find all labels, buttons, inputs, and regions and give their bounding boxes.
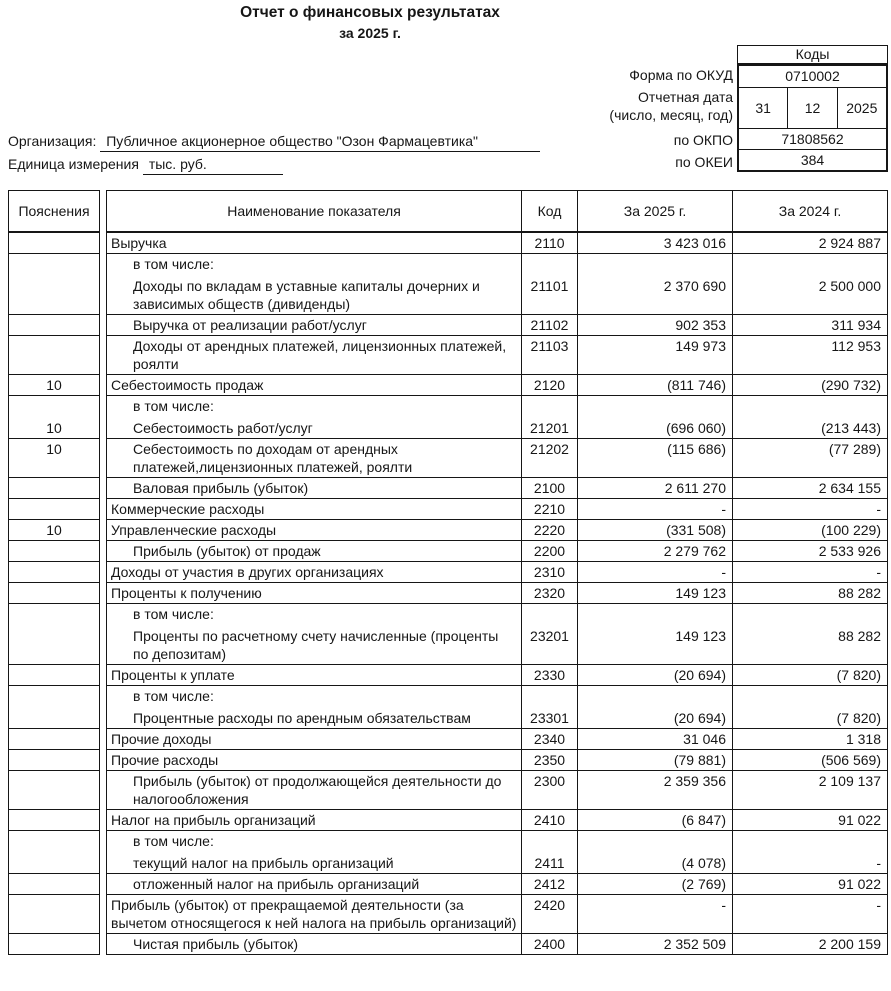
explanations-cell [8, 253, 100, 315]
table-row [8, 873, 888, 895]
explanations-cell [8, 314, 100, 336]
value-2024-cell: 2 500 000 [733, 253, 888, 315]
value-2024-cell: 2 200 159 [733, 933, 888, 955]
indicator-name-cell [106, 933, 522, 955]
indicator-name-cell [106, 498, 522, 520]
explanations-cell [8, 873, 100, 895]
value-2024-cell: - [733, 894, 888, 934]
value-2024-cell: 311 934 [733, 314, 888, 336]
value-2024-cell: - [733, 561, 888, 583]
okpo-label: по ОКПО [673, 132, 733, 148]
explanations-cell [8, 749, 100, 771]
indicator-name: Прочие расходы [111, 752, 219, 768]
explanations-cell [8, 232, 100, 254]
indicator-name: Себестоимость работ/услуг [133, 420, 313, 436]
code-cell: 21103 [522, 335, 578, 375]
value-2024-cell: 2 634 155 [733, 477, 888, 499]
code-cell: 23301 [522, 685, 578, 729]
indicator-name-cell [106, 770, 522, 810]
indicator-name: Себестоимость по доходам от арендных платежей,лицензионных платежей, роялти [133, 441, 413, 475]
table-row [8, 830, 888, 874]
table-header-row [8, 190, 888, 233]
indicator-name: Управленческие расходы [111, 522, 277, 538]
indicator-name: Прочие доходы [111, 731, 212, 747]
table-row [8, 809, 888, 831]
value-2025-cell: - [578, 894, 733, 934]
indicator-name-cell [106, 477, 522, 499]
value-2025-cell: (811 746) [578, 374, 733, 396]
unit-value: тыс. руб. [143, 155, 283, 175]
code-cell: 2310 [522, 561, 578, 583]
header-year-2025: За 2025 г. [578, 190, 733, 233]
indicator-name-cell [106, 749, 522, 771]
table-row [8, 540, 888, 562]
codes-box [737, 45, 888, 172]
value-2025-cell: 149 973 [578, 335, 733, 375]
value-2024-cell: 1 318 [733, 728, 888, 750]
explanations-cell [8, 830, 100, 874]
indicator-name: Коммерческие расходы [111, 501, 265, 517]
okei-label: по ОКЕИ [675, 154, 733, 170]
value-2025-cell: 3 423 016 [578, 232, 733, 254]
code-cell: 2420 [522, 894, 578, 934]
indicator-name: Проценты по расчетному счету начисленные (проценты по депозитам) [133, 628, 499, 662]
subgroup-label: в том числе: [133, 606, 214, 622]
code-cell: 2410 [522, 809, 578, 831]
indicator-name: Доходы от арендных платежей, лицензионных платежей, роялти [133, 338, 507, 372]
report-title: Отчет о финансовых результатах [240, 4, 500, 21]
indicator-name-cell [106, 232, 522, 254]
value-2024-cell: 91 022 [733, 873, 888, 895]
indicator-name: Чистая прибыль (убыток) [133, 936, 299, 952]
table-row [8, 933, 888, 955]
indicator-name-cell [106, 873, 522, 895]
explanations-cell: 10 [8, 374, 100, 396]
explanations-cell: 10 [8, 438, 100, 478]
financial-results-table [8, 190, 888, 955]
code-cell: 2350 [522, 749, 578, 771]
subgroup-label: в том числе: [133, 256, 214, 272]
indicator-name-cell [106, 335, 522, 375]
explanations-cell [8, 664, 100, 686]
table-row [8, 664, 888, 686]
value-2025-cell: 902 353 [578, 314, 733, 336]
code-cell: 21101 [522, 253, 578, 315]
code-cell: 2330 [522, 664, 578, 686]
indicator-name: Налог на прибыль организаций [111, 812, 316, 828]
value-2024-cell: 2 924 887 [733, 232, 888, 254]
value-2024-cell: (213 443) [733, 395, 888, 439]
table-row [8, 498, 888, 520]
report-date-sublabel: (число, месяц, год) [609, 107, 733, 123]
organization-value: Публичное акционерное общество "Озон Фармацевтика" [100, 132, 540, 152]
table-row [8, 582, 888, 604]
subgroup-label: в том числе: [133, 398, 214, 414]
header-indicator-name: Наименование показателя [106, 190, 522, 233]
table-row [8, 374, 888, 396]
indicator-name: Проценты к получению [111, 585, 262, 601]
explanations-cell [8, 770, 100, 810]
table-row [8, 253, 888, 315]
value-2024-cell: (7 820) [733, 685, 888, 729]
code-cell: 2220 [522, 519, 578, 541]
codes-values [737, 64, 888, 172]
explanations-cell [8, 477, 100, 499]
explanations-cell [8, 933, 100, 955]
explanations-cell [8, 335, 100, 375]
explanations-cell [8, 540, 100, 562]
table-row [8, 232, 888, 254]
indicator-name-cell [106, 561, 522, 583]
value-2024-cell: - [733, 498, 888, 520]
indicator-name: Выручка от реализации работ/услуг [133, 317, 367, 333]
indicator-name: текущий налог на прибыль организаций [133, 855, 394, 871]
value-2025-cell: (6 847) [578, 809, 733, 831]
value-2025-cell: 2 611 270 [578, 477, 733, 499]
value-2025-cell: 149 123 [578, 582, 733, 604]
okpo-value: 71808562 [739, 128, 886, 149]
value-2025-cell: (331 508) [578, 519, 733, 541]
table-row [8, 770, 888, 810]
explanations-cell [8, 728, 100, 750]
value-2025-cell: (20 694) [578, 685, 733, 729]
report-date-label: Отчетная дата [637, 89, 733, 105]
value-2024-cell: (100 229) [733, 519, 888, 541]
okei-value: 384 [739, 149, 886, 170]
explanations-cell [8, 582, 100, 604]
value-2025-cell: (696 060) [578, 395, 733, 439]
report-date-day: 31 [755, 100, 771, 116]
value-2024-cell: 112 953 [733, 335, 888, 375]
report-date-year: 2025 [837, 88, 886, 128]
table-row [8, 395, 888, 439]
explanations-cell [8, 685, 100, 729]
value-2025-cell: (4 078) [578, 830, 733, 874]
indicator-name-cell [106, 253, 522, 315]
value-2024-cell: (506 569) [733, 749, 888, 771]
indicator-name: Прибыль (убыток) от продаж [133, 543, 321, 559]
table-row [8, 685, 888, 729]
indicator-name-cell [106, 314, 522, 336]
indicator-name-cell [106, 894, 522, 934]
code-cell: 2210 [522, 498, 578, 520]
table-row [8, 335, 888, 375]
indicator-name-cell [106, 664, 522, 686]
indicator-name: Прибыль (убыток) от прекращаемой деятельности (за вычетом относящегося к ней налога на прибыль организаций) [111, 897, 517, 931]
explanations-cell [8, 498, 100, 520]
indicator-name: Себестоимость продаж [111, 377, 264, 393]
value-2024-cell: - [733, 830, 888, 874]
table-row [8, 314, 888, 336]
value-2025-cell: 31 046 [578, 728, 733, 750]
code-cell: 2400 [522, 933, 578, 955]
header-explanations: Пояснения [8, 190, 100, 233]
value-2025-cell: 2 352 509 [578, 933, 733, 955]
table-row [8, 477, 888, 499]
code-cell: 2100 [522, 477, 578, 499]
indicator-name-cell [106, 603, 522, 665]
okud-label: Форма по ОКУД [629, 67, 733, 83]
indicator-name-cell [106, 395, 522, 439]
code-cell: 2110 [522, 232, 578, 254]
explanations-cell: 10 [8, 395, 100, 439]
code-cell: 2340 [522, 728, 578, 750]
value-2025-cell: (20 694) [578, 664, 733, 686]
organization-line [8, 132, 540, 152]
indicator-name-cell [106, 582, 522, 604]
indicator-name-cell [106, 438, 522, 478]
value-2024-cell: 91 022 [733, 809, 888, 831]
indicator-name: Выручка [111, 235, 167, 251]
table-row [8, 603, 888, 665]
indicator-name-cell [106, 519, 522, 541]
code-cell: 2200 [522, 540, 578, 562]
indicator-name: Доходы по вкладам в уставные капиталы дочерних и зависимых обществ (дивиденды) [133, 278, 480, 312]
table-row [8, 728, 888, 750]
value-2024-cell: 88 282 [733, 603, 888, 665]
code-cell: 2300 [522, 770, 578, 810]
table-row [8, 438, 888, 478]
value-2024-cell: 88 282 [733, 582, 888, 604]
header-year-2024: За 2024 г. [733, 190, 888, 233]
indicator-name-cell [106, 728, 522, 750]
explanations-cell [8, 603, 100, 665]
indicator-name-cell [106, 540, 522, 562]
value-2024-cell: 2 533 926 [733, 540, 888, 562]
indicator-name: Проценты к уплате [111, 667, 235, 683]
organization-label: Организация: [8, 133, 97, 149]
value-2025-cell: (2 769) [578, 873, 733, 895]
unit-line [8, 155, 283, 175]
table-row [8, 894, 888, 934]
code-cell: 21202 [522, 438, 578, 478]
indicator-name-cell [106, 374, 522, 396]
header-code: Код [522, 190, 578, 233]
indicator-name: Прибыль (убыток) от продолжающейся деятельности до налогообложения [133, 773, 502, 807]
indicator-name: отложенный налог на прибыль организаций [133, 876, 420, 892]
code-cell: 2120 [522, 374, 578, 396]
indicator-name-cell [106, 830, 522, 874]
value-2025-cell: (79 881) [578, 749, 733, 771]
indicator-name-cell [106, 809, 522, 831]
report-date-month: 12 [787, 88, 836, 128]
code-cell: 21201 [522, 395, 578, 439]
value-2025-cell: 2 370 690 [578, 253, 733, 315]
table-row [8, 561, 888, 583]
subgroup-label: в том числе: [133, 688, 214, 704]
explanations-cell: 10 [8, 519, 100, 541]
report-period: за 2025 г. [339, 25, 401, 41]
indicator-name: Доходы от участия в других организациях [111, 564, 384, 580]
indicator-name: Валовая прибыль (убыток) [133, 480, 309, 496]
value-2024-cell: (7 820) [733, 664, 888, 686]
value-2025-cell: - [578, 561, 733, 583]
value-2025-cell: 149 123 [578, 603, 733, 665]
indicator-name-cell [106, 685, 522, 729]
code-cell: 23201 [522, 603, 578, 665]
unit-label: Единица измерения [8, 156, 139, 172]
subgroup-label: в том числе: [133, 833, 214, 849]
value-2025-cell: (115 686) [578, 438, 733, 478]
code-cell: 2411 [522, 830, 578, 874]
value-2025-cell: 2 279 762 [578, 540, 733, 562]
table-row [8, 519, 888, 541]
value-2024-cell: (290 732) [733, 374, 888, 396]
code-cell: 2412 [522, 873, 578, 895]
value-2024-cell: 2 109 137 [733, 770, 888, 810]
value-2024-cell: (77 289) [733, 438, 888, 478]
value-2025-cell: 2 359 356 [578, 770, 733, 810]
explanations-cell [8, 894, 100, 934]
table-row [8, 749, 888, 771]
code-cell: 2320 [522, 582, 578, 604]
report-date-row [739, 87, 886, 128]
codes-header: Коды [737, 45, 888, 64]
okud-value: 0710002 [785, 68, 840, 84]
indicator-name: Процентные расходы по арендным обязательствам [133, 710, 471, 726]
code-cell: 21102 [522, 314, 578, 336]
value-2025-cell: - [578, 498, 733, 520]
explanations-cell [8, 809, 100, 831]
explanations-cell [8, 561, 100, 583]
